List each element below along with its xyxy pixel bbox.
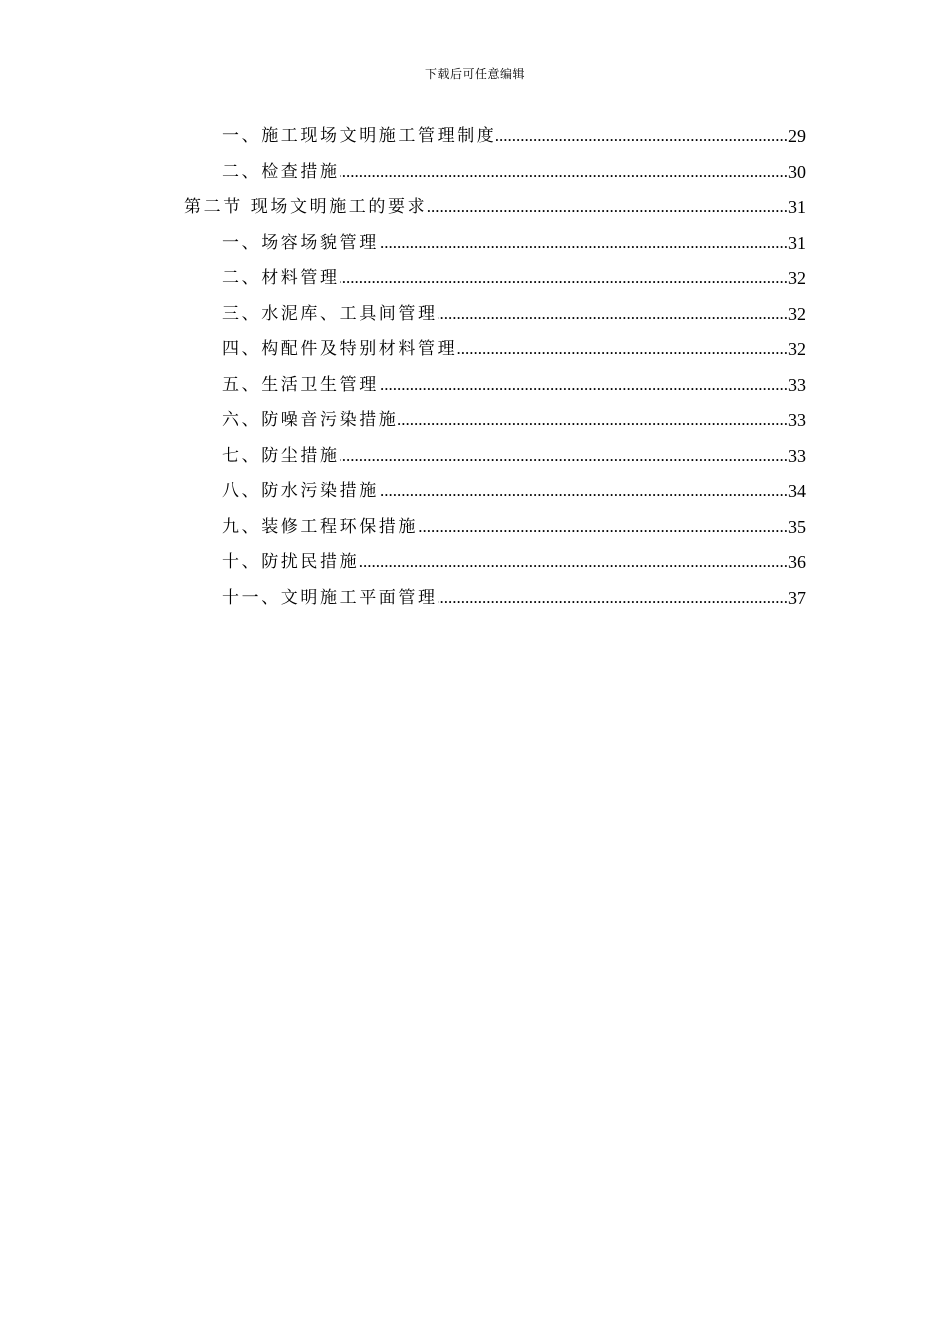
toc-entry-label: 九、装修工程环保措施 — [222, 517, 418, 537]
toc-entry-page: 37 — [788, 588, 806, 608]
toc-entry[interactable] — [222, 302, 806, 326]
toc-entry-label: 第二节 现场文明施工的要求 — [184, 197, 428, 217]
toc-entry-page: 29 — [788, 126, 806, 146]
toc-entry[interactable] — [222, 408, 806, 432]
toc-entry[interactable] — [222, 550, 806, 574]
toc-section-entry[interactable] — [184, 195, 806, 219]
toc-entry-page: 35 — [788, 517, 806, 537]
toc-entry-page: 32 — [788, 339, 806, 359]
toc-leader-dots — [496, 124, 788, 148]
toc-entry[interactable] — [222, 373, 806, 397]
toc-entry-label: 一、场容场貌管理 — [222, 233, 379, 253]
toc-entry[interactable] — [222, 124, 806, 148]
toc-entry-label: 二、检查措施 — [222, 162, 340, 182]
toc-entry-label: 八、防水污染措施 — [222, 481, 379, 501]
toc-leader-dots — [379, 373, 788, 397]
toc-leader-dots — [340, 266, 788, 290]
toc-leader-dots — [398, 408, 788, 432]
toc-entry[interactable] — [222, 337, 806, 361]
toc-entry[interactable] — [222, 515, 806, 539]
toc-entry-label: 七、防尘措施 — [222, 446, 340, 466]
toc-entry[interactable] — [222, 479, 806, 503]
toc-entry[interactable] — [222, 160, 806, 184]
toc-entry-label: 六、防噪音污染措施 — [222, 410, 399, 430]
toc-leader-dots — [427, 195, 788, 219]
toc-leader-dots — [379, 231, 788, 255]
toc-entry[interactable] — [222, 444, 806, 468]
toc-entry-page: 33 — [788, 375, 806, 395]
toc-entry-page: 33 — [788, 410, 806, 430]
toc-entry-page: 31 — [788, 233, 806, 253]
toc-leader-dots — [457, 337, 788, 361]
toc-leader-dots — [340, 444, 788, 468]
toc-entry-page: 32 — [788, 268, 806, 288]
toc-entry-page: 30 — [788, 162, 806, 182]
toc-entry-page: 32 — [788, 304, 806, 324]
toc-entry[interactable] — [222, 266, 806, 290]
toc-leader-dots — [418, 515, 788, 539]
toc-leader-dots — [438, 302, 788, 326]
toc-entry-page: 34 — [788, 481, 806, 501]
toc-leader-dots — [359, 550, 788, 574]
toc-entry[interactable] — [222, 231, 806, 255]
toc-entry-page: 33 — [788, 446, 806, 466]
toc-entry-label: 十一、文明施工平面管理 — [222, 588, 438, 608]
toc-entry-label: 五、生活卫生管理 — [222, 375, 379, 395]
toc-entry-label: 二、材料管理 — [222, 268, 340, 288]
toc-leader-dots — [379, 479, 788, 503]
toc-entry-label: 十、防扰民措施 — [222, 552, 360, 572]
toc-entry[interactable] — [222, 586, 806, 610]
toc-entry-label: 一、施工现场文明施工管理制度 — [222, 126, 497, 146]
toc-entry-page: 36 — [788, 552, 806, 572]
toc-entry-page: 31 — [788, 197, 806, 217]
toc-leader-dots — [438, 586, 788, 610]
toc-entry-label: 四、构配件及特别材料管理 — [222, 339, 458, 359]
toc-entry-label: 三、水泥库、工具间管理 — [222, 304, 438, 324]
page-header: 下载后可任意编辑 — [424, 67, 525, 81]
toc-leader-dots — [340, 160, 788, 184]
